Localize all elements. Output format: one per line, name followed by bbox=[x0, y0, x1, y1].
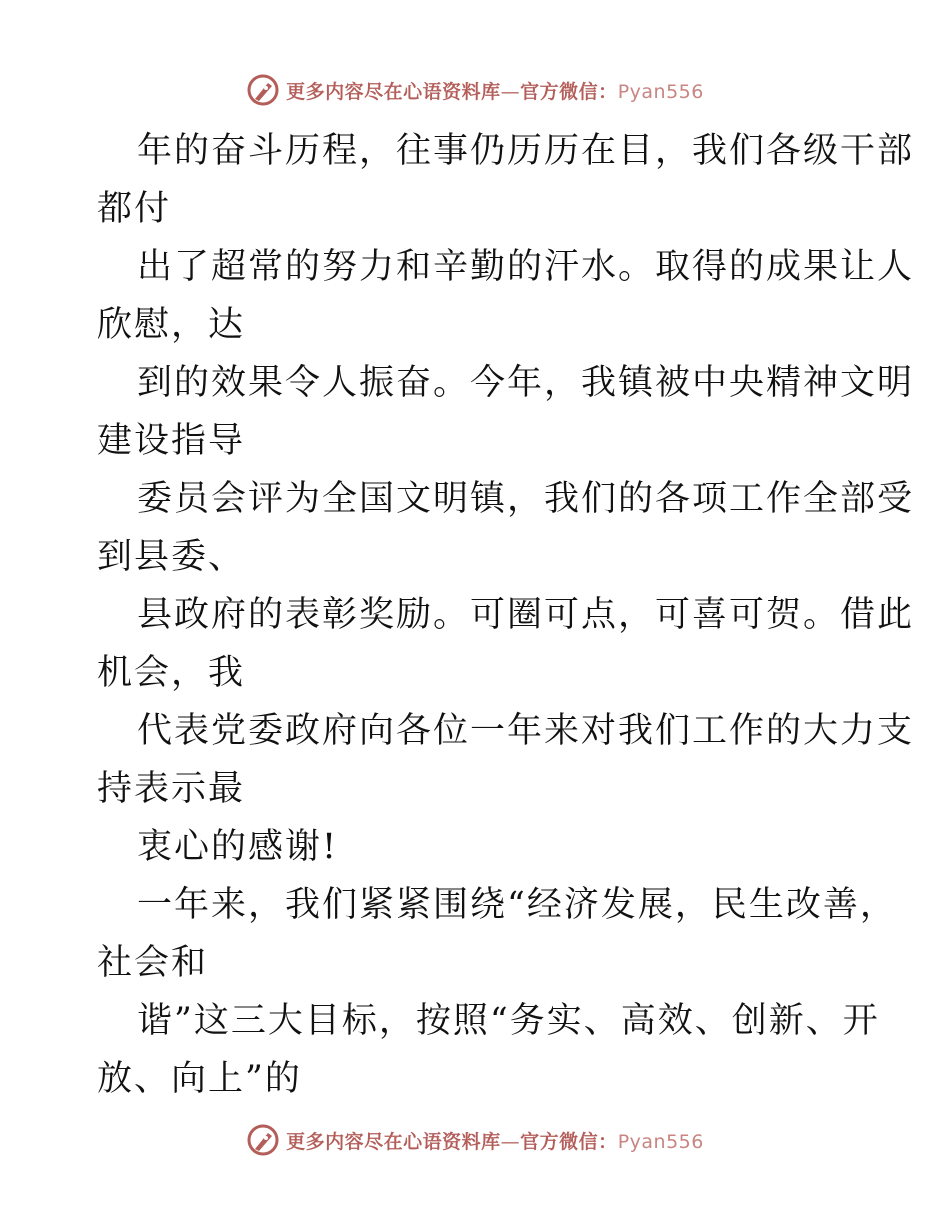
banner-wechat-label: 官方微信： bbox=[520, 80, 618, 103]
paragraph-line: 到县委、 bbox=[97, 537, 246, 577]
paragraph-line: 都付 bbox=[97, 189, 172, 229]
banner-dash: — bbox=[500, 80, 521, 103]
paragraph-line: 委员会评为全国文明镇，我们的各项工作全部受 bbox=[137, 479, 915, 519]
banner-wechat-handle: Pyan556 bbox=[617, 80, 704, 103]
pen-nib-logo-icon bbox=[246, 1123, 280, 1157]
paragraph bbox=[97, 586, 915, 702]
paragraph-line: 县政府的表彰奖励。可圈可点，可喜可贺。借此 bbox=[137, 595, 915, 635]
paragraph-line: 社会和 bbox=[97, 943, 209, 983]
paragraph bbox=[97, 818, 857, 876]
banner-wechat-handle: Pyan556 bbox=[617, 1130, 704, 1153]
paragraph-line: 代表党委政府向各位一年来对我们工作的大力支 bbox=[137, 711, 915, 751]
paragraph-line: 到的效果令人振奋。今年，我镇被中央精神文明 bbox=[137, 363, 915, 403]
footer-banner bbox=[0, 1120, 950, 1160]
paragraph-line: 放、向上”的 bbox=[97, 1059, 302, 1099]
banner-wechat-label: 官方微信： bbox=[520, 1130, 618, 1153]
paragraph bbox=[97, 238, 915, 354]
paragraph bbox=[97, 122, 915, 238]
paragraph-line: 一年来，我们紧紧围绕“经济发展，民生改善， bbox=[137, 885, 897, 925]
banner-text bbox=[286, 1127, 704, 1154]
document-body bbox=[97, 122, 915, 1108]
header-banner bbox=[0, 70, 950, 110]
paragraph bbox=[97, 876, 897, 992]
banner-site-name: 更多内容尽在心语资料库 bbox=[286, 1130, 501, 1153]
paragraph-line: 谐”这三大目标，按照“务实、高效、创新、开 bbox=[137, 1001, 880, 1041]
paragraph-line: 持表示最 bbox=[97, 769, 246, 809]
paragraph-line: 衷心的感谢! bbox=[137, 827, 339, 867]
paragraph bbox=[97, 702, 915, 818]
paragraph-line: 机会，我 bbox=[97, 653, 246, 693]
banner-text bbox=[286, 77, 704, 104]
banner-site-name: 更多内容尽在心语资料库 bbox=[286, 80, 501, 103]
paragraph-line: 出了超常的努力和辛勤的汗水。取得的成果让人 bbox=[137, 247, 915, 287]
paragraph bbox=[97, 354, 915, 470]
paragraph-line: 年的奋斗历程，往事仍历历在目，我们各级干部 bbox=[137, 131, 915, 171]
paragraph-line: 欣慰，达 bbox=[97, 305, 246, 345]
paragraph bbox=[97, 992, 880, 1108]
banner-dash: — bbox=[500, 1130, 521, 1153]
paragraph bbox=[97, 470, 915, 586]
pen-nib-logo-icon bbox=[246, 73, 280, 107]
paragraph-line: 建设指导 bbox=[97, 421, 246, 461]
